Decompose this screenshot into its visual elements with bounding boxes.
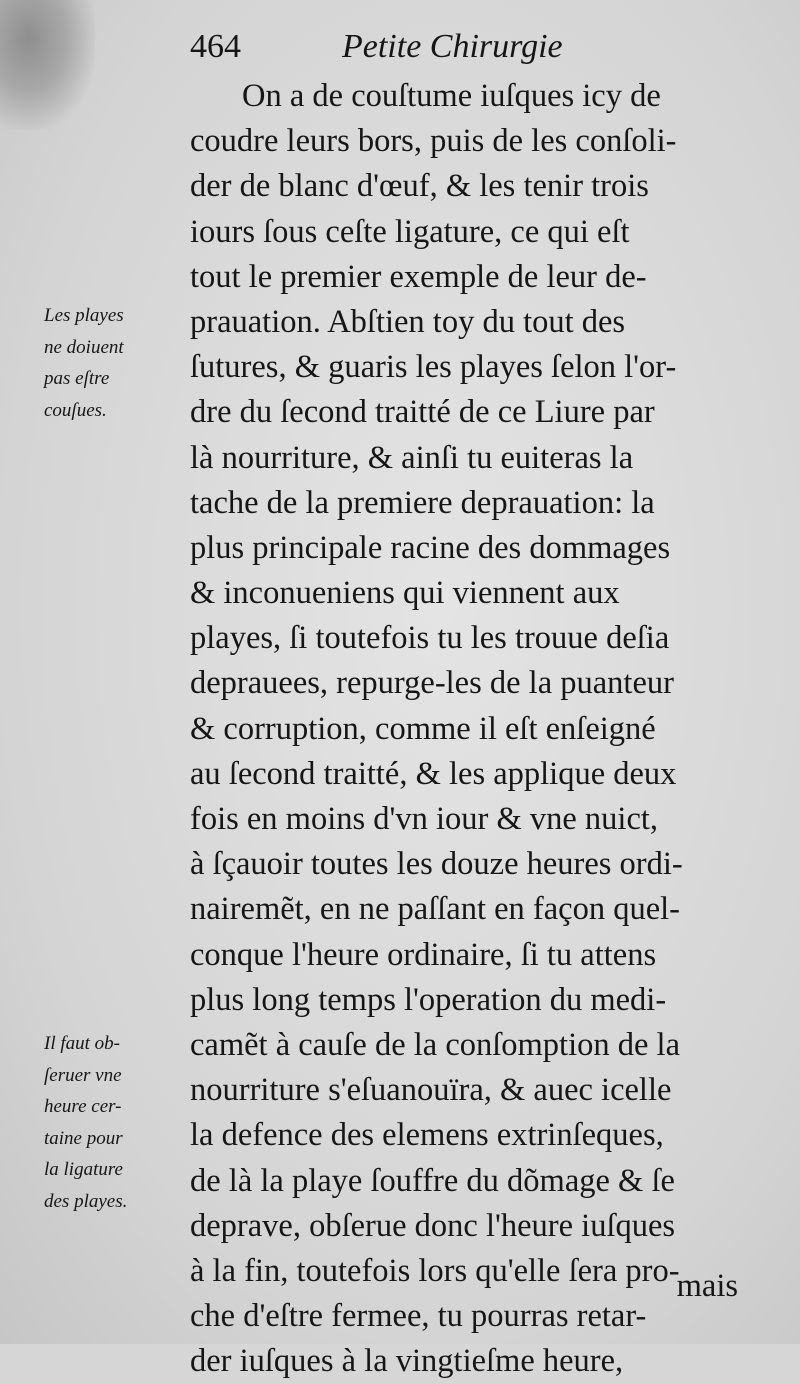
margin-note-line: pas eſtre <box>44 368 110 389</box>
margin-note-line: Les playes <box>44 305 124 326</box>
margin-note-line: heure cer- <box>44 1096 122 1117</box>
margin-note-line: ſeruer vne <box>44 1064 122 1086</box>
margin-note-line: des playes. <box>44 1190 128 1212</box>
text-line: On a de couſtume iuſques icy de <box>242 78 661 114</box>
text-line: là nourriture, & ainſi tu euiteras la <box>190 439 634 476</box>
paper-stain <box>0 0 95 130</box>
text-line: nairemẽt, en ne paſſant en façon quel- <box>190 891 680 928</box>
text-line: tache de la premiere deprauation: la <box>190 484 655 521</box>
text-line: ſutures, & guaris les playes ſelon l'or- <box>190 349 677 386</box>
text-line: prauation. Abſtien toy du tout des <box>190 303 626 340</box>
text-line: & inconueniens qui viennent aux <box>190 575 620 612</box>
text-line: au ſecond traitté, & les applique deux <box>190 755 677 792</box>
text-line: la defence des elemens extrinſeques, <box>190 1117 664 1154</box>
margin-note-sutures <box>44 300 189 426</box>
text-line: nourriture s'eſuanouïra, & auec icelle <box>190 1072 672 1109</box>
text-line: conque l'heure ordinaire, ſi tu attens <box>190 936 657 973</box>
margin-note-line: taine pour <box>44 1127 123 1149</box>
page-number: 464 <box>190 28 241 65</box>
text-line: dre du ſecond traitté de ce Liure par <box>190 394 655 431</box>
running-head: Petite Chirurgie <box>342 28 563 65</box>
margin-note-line: Il faut ob- <box>44 1033 120 1054</box>
text-line: à ſçauoir toutes les douze heures ordi- <box>190 846 683 883</box>
margin-note-line: ne doiuent <box>44 336 124 358</box>
text-line: playes, ſi toutefois tu les trouue deſia <box>190 620 670 657</box>
text-line: de là la playe ſouffre du dõmage & ſe <box>190 1162 675 1199</box>
text-line: coudre leurs bors, puis de les conſoli- <box>190 123 677 160</box>
text-line: iours ſous ceſte ligature, ce qui eſt <box>190 213 630 250</box>
text-line: à la fin, toutefois lors qu'elle ſera pro- <box>190 1252 680 1289</box>
catchword: mais <box>676 1268 738 1304</box>
margin-note-line: la ligature <box>44 1159 123 1180</box>
text-line: plus principale racine des dommages <box>190 529 671 566</box>
text-line: & corruption, comme il eſt enſeigné <box>190 710 656 747</box>
page-header <box>190 22 750 72</box>
text-line: fois en moins d'vn iour & vne nuict, <box>190 801 659 837</box>
text-line: deprave, obſerue donc l'heure iuſques <box>190 1207 676 1244</box>
margin-note-ligature <box>44 1028 189 1217</box>
text-line: deprauees, repurge-les de la puanteur <box>190 665 674 702</box>
text-line: tout le premier exemple de leur de- <box>190 258 647 295</box>
text-line: der de blanc d'œuf, & les tenir trois <box>190 168 649 205</box>
text-line: che d'eſtre fermee, tu pourras retar- <box>190 1298 647 1335</box>
text-line: der iuſques à la vingtieſme heure, <box>190 1343 624 1380</box>
body-text <box>190 74 750 1384</box>
text-line: camẽt à cauſe de la conſomption de la <box>190 1026 680 1063</box>
text-line: plus long temps l'operation du medi- <box>190 981 667 1018</box>
margin-note-line: couſues. <box>44 399 107 421</box>
